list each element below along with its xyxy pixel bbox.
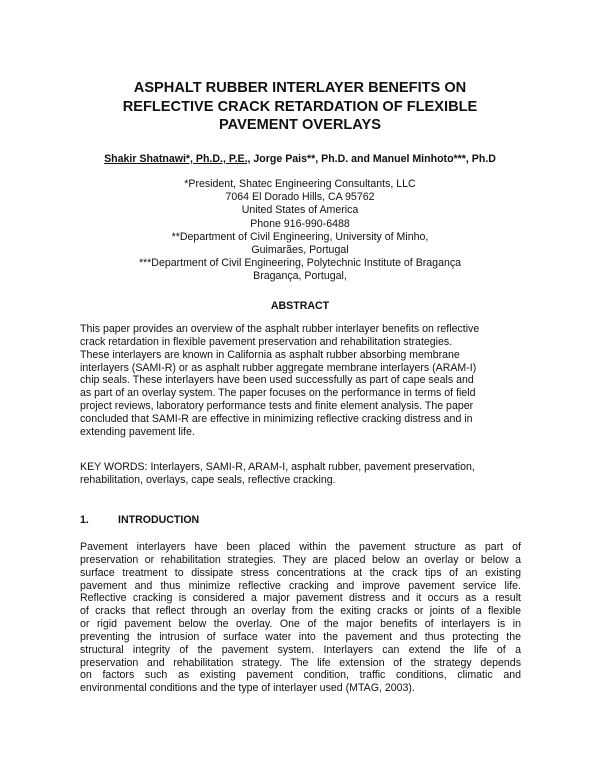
intro-line: Reflective cracking is considered a major pavement distress and it occurs as a result [80, 592, 521, 605]
section-number: 1. [80, 514, 89, 526]
affiliations [80, 178, 520, 284]
abstract-line: as part of an overlay system. The paper focuses on the performance in terms of field [80, 387, 476, 400]
abstract-heading: ABSTRACT [270, 300, 330, 312]
intro-line: on factors such as existing pavement condition, traffic conditions, climatic and [80, 669, 521, 682]
affiliation-line: *President, Shatec Engineering Consultants, LLC [184, 178, 416, 190]
abstract-line: crack retardation in flexible pavement preservation and rehabilitation strategies. [80, 335, 453, 348]
section-title: INTRODUCTION [118, 514, 200, 526]
abstract-line: concluded that SAMI-R are effective in minimizing reflective cracking distress and in [80, 412, 473, 425]
abstract-body [80, 323, 526, 439]
section-heading-introduction [80, 514, 199, 526]
abstract-line: interlayers (SAMI-R) or as asphalt rubber aggregate membrane interlayers (ARAM-I) [80, 361, 477, 374]
intro-line: or rigid pavement below the overlay. One of the major benefits of interlayers is in [80, 618, 521, 631]
intro-line: preservation and rehabilitation strategy. The life extension of the strategy depends [80, 656, 521, 669]
keywords-line: rehabilitation, overlays, cape seals, reflective cracking. [80, 473, 336, 486]
affiliation-line: ***Department of Civil Engineering, Polytechnic Institute of Bragança [138, 257, 462, 270]
intro-line: preservation or rehabilitation strategies. They are placed below an overlay or below a [80, 553, 521, 566]
intro-line: structural integrity of the pavement system. Interlayers can extend the life of a [80, 643, 521, 656]
author-line [72, 153, 528, 166]
affiliation-line: **Department of Civil Engineering, University of Minho, [171, 230, 429, 243]
abstract-line: project reviews, laboratory performance tests and finite element analysis. The paper [80, 400, 474, 413]
abstract-line: extending pavement life. [80, 425, 195, 438]
abstract-line: This paper provides an overview of the asphalt rubber interlayer benefits on reflective [80, 323, 480, 335]
paper-title [80, 79, 520, 135]
abstract-line: chip seals. These interlayers have been used successfully as part of cape seals and [80, 374, 474, 387]
abstract-line: These interlayers are known in California as asphalt rubber absorbing membrane [80, 348, 460, 361]
intro-line: Pavement interlayers have been placed within the pavement structure as part of [80, 541, 521, 553]
intro-line: preventing the intrusion of surface water into the pavement and thus protecting the [80, 630, 521, 643]
intro-line: of cracks that reflect through an overlay from the exiting cracks or joints of a flexible [80, 605, 521, 618]
co-authors: Jorge Pais**, Ph.D. and Manuel Minhoto***, Ph.D [250, 153, 496, 165]
keywords [80, 461, 526, 487]
lead-author: Shakir Shatnawi*, Ph.D., P.E., [104, 153, 251, 165]
affiliation-line: Guimarães, Portugal [251, 244, 349, 257]
affiliation-line: Phone 916-990-6488 [250, 217, 350, 230]
affiliation-line: 7064 El Dorado Hills, CA 95762 [225, 191, 375, 204]
keywords-line: KEY WORDS: Interlayers, SAMI-R, ARAM-I, asphalt rubber, pavement preservation, [80, 461, 475, 473]
introduction-body [80, 541, 521, 695]
title-line: ASPHALT RUBBER INTERLAYER BENEFITS ON [133, 80, 467, 96]
affiliation-line: United States of America [241, 204, 359, 217]
intro-line: environmental conditions and the type of interlayer used (MTAG, 2003). [80, 682, 415, 695]
intro-line: surface treatment to dissipate stress concentrations at the crack tips of an existing [80, 566, 521, 579]
intro-line: pavement and thus minimize reflective cracking and improve pavement service life. [80, 579, 521, 592]
affiliation-line: Bragança, Portugal, [253, 270, 347, 283]
title-line: REFLECTIVE CRACK RETARDATION OF FLEXIBLE [122, 98, 478, 115]
title-line: PAVEMENT OVERLAYS [219, 117, 381, 133]
